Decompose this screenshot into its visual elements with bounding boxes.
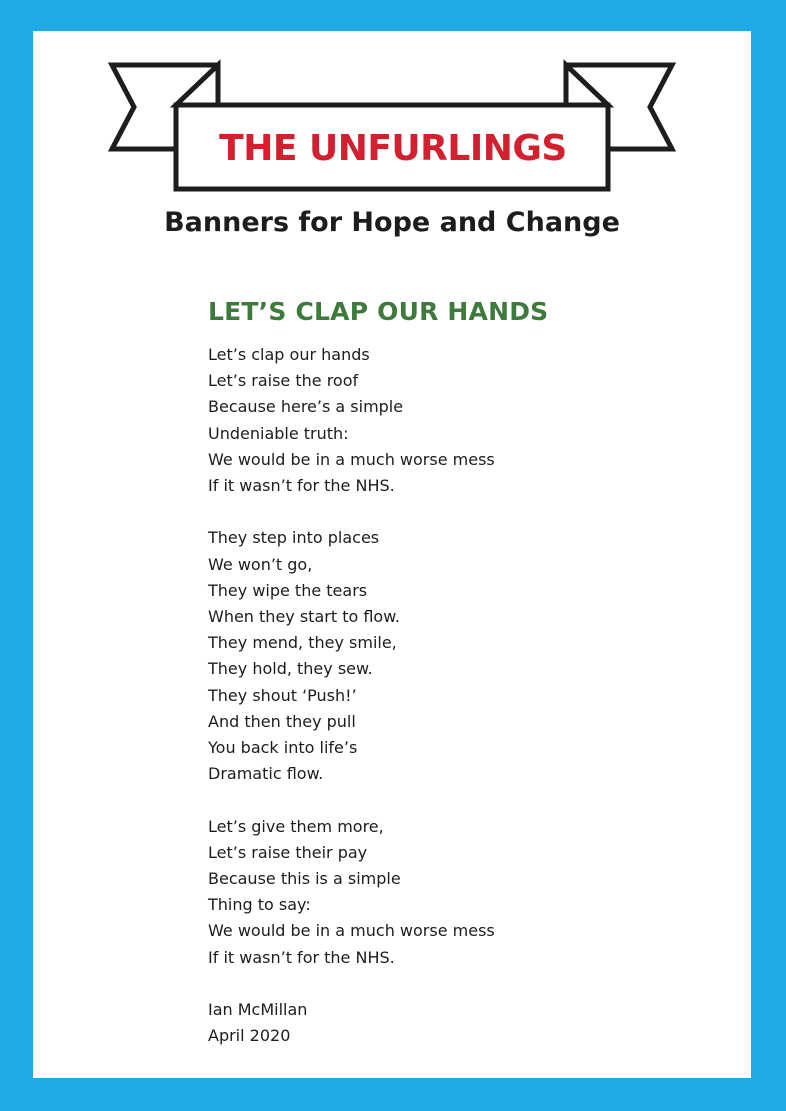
- poem-line: And then they pull: [208, 711, 356, 731]
- poem-line: They shout ‘Push!’: [208, 685, 357, 705]
- poem-line: We would be in a much worse mess: [208, 921, 495, 941]
- poem-line: We would be in a much worse mess: [208, 449, 495, 469]
- poem-author: Ian McMillan: [208, 1000, 308, 1020]
- poem-line: Because here’s a simple: [208, 397, 404, 417]
- poster-page: [33, 31, 751, 1078]
- poem-line: Let’s raise their pay: [208, 842, 368, 862]
- ribbon-banner: [33, 31, 751, 211]
- poem-line: If it wasn’t for the NHS.: [208, 476, 395, 496]
- stanza-break: [208, 787, 495, 813]
- poem-title: LET’S CLAP OUR HANDS: [208, 297, 549, 326]
- poem-line: They step into places: [208, 528, 380, 548]
- poem-line: Thing to say:: [208, 895, 311, 915]
- stanza-break: [208, 971, 495, 997]
- poem-body: [208, 342, 495, 1049]
- poem-line: Undeniable truth:: [208, 423, 349, 443]
- poem-line: They wipe the tears: [208, 580, 368, 600]
- banner-title: THE UNFURLINGS: [219, 128, 567, 169]
- stanza-break: [208, 499, 495, 525]
- subtitle: Banners for Hope and Change: [164, 207, 620, 238]
- poem-line: Let’s clap our hands: [208, 345, 370, 364]
- poem-line: Dramatic flow.: [208, 764, 324, 784]
- poem-line: Because this is a simple: [208, 869, 401, 889]
- poem-line: If it wasn’t for the NHS.: [208, 947, 395, 967]
- poem-date: April 2020: [208, 1026, 291, 1046]
- poem-line: You back into life’s: [208, 738, 358, 758]
- poem-line: Let’s raise the roof: [208, 371, 359, 391]
- poem-line: They mend, they smile,: [208, 633, 397, 653]
- poem-line: They hold, they sew.: [208, 659, 373, 679]
- poem-line: We won’t go,: [208, 554, 313, 574]
- poem-line: Let’s give them more,: [208, 816, 384, 836]
- poem-line: When they start to flow.: [208, 607, 400, 627]
